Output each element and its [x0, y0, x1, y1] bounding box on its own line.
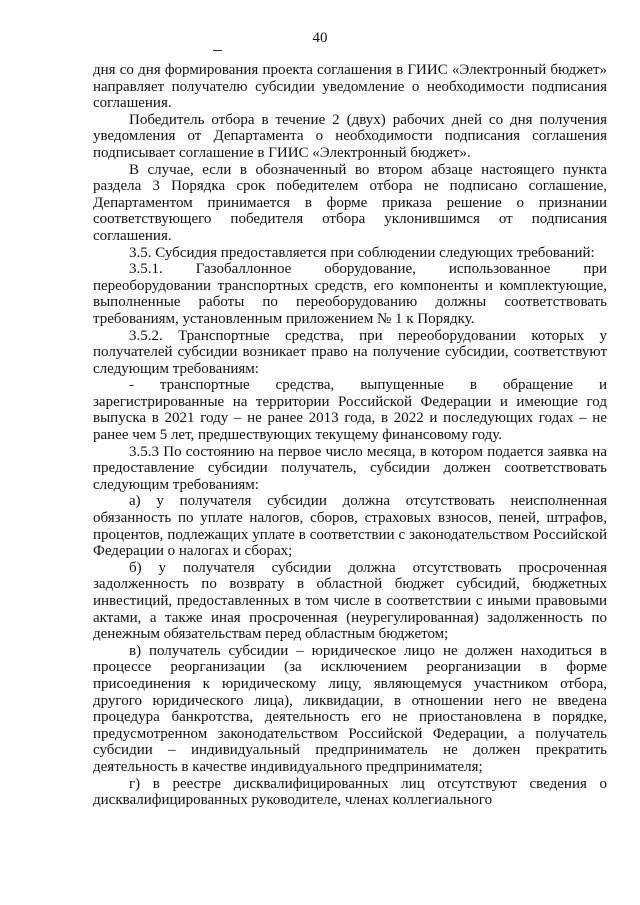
paragraph: б) у получателя субсидии должна отсутствовать просроченная задолженность по возврату в областной бюджет субсидий, бюджетных инвестиций, предоставленных в том числе в соответствии с иными правовыми актами, а также иная просроченная (неурегулированная) задолженность по денежным обязательствам перед областным бюджетом;	[93, 559, 607, 643]
header-dash	[213, 50, 222, 51]
paragraph: 3.5.1. Газобаллонное оборудование, использованное при переоборудовании транспортных средств, его компоненты и комплектующие, выполненные работы по переоборудованию должны соответствовать требованиям, установленным приложением № 1 к Порядку.	[93, 261, 607, 327]
paragraph: дня со дня формирования проекта соглашения в ГИИС «Электронный бюджет» направляет получателю субсидии уведомление о необходимости подписания соглашения.	[93, 62, 607, 112]
paragraph: г) в реестре дисквалифицированных лиц отсутствуют сведения о дисквалифицированных руководителе, членах коллегиального	[93, 775, 607, 809]
paragraph: 3.5.3 По состоянию на первое число месяца, в котором подается заявка на предоставление субсидии получатель, субсидии должен соответствовать следующим требованиям:	[93, 443, 607, 493]
page-number: 40	[312, 30, 328, 46]
paragraph: а) у получателя субсидии должна отсутствовать неисполненная обязанность по уплате налогов, сборов, страховых взносов, пеней, штрафов, процентов, подлежащих уплате в соответствии с законодательством Российской Федерации о налогах и сборах;	[93, 493, 607, 560]
paragraph: в) получатель субсидии – юридическое лицо не должен находиться в процессе реорганизации (за исключением реорганизации в форме присоединения к юридическому лицу, являющемуся участником отбора, другого юридического лица), ликвидации, в отношении него не введена процедура банкротства, деятельность его не приостановлена в порядке, предусмотренном законодательством Российской Федерации, а получатель субсидии – индивидуальный предприниматель не должен прекратить деятельность в качестве индивидуального предпринимателя;	[93, 642, 607, 775]
paragraph: 3.5.2. Транспортные средства, при переоборудовании которых у получателей субсидии возникает право на получение субсидии, соответствуют следующим требованиям:	[93, 327, 607, 377]
paragraph: - транспортные средства, выпущенные в обращение и зарегистрированные на территории Российской Федерации и имеющие год выпуска в 2021 году – не ранее 2013 года, в 2022 и последующих годах – не ранее чем 5 лет, предшествующих текущему финансовому году.	[93, 377, 607, 444]
document-body	[93, 62, 607, 809]
paragraph: 3.5. Субсидия предоставляется при соблюдении следующих требований:	[129, 244, 595, 261]
paragraph: В случае, если в обозначенный во втором абзаце настоящего пункта раздела 3 Порядка срок победителем отбора не подписано соглашение, Департаментом принимается в форме приказа решение о признании соответствующего победителя отбора уклонившимся от подписания соглашения.	[93, 161, 607, 244]
paragraph: Победитель отбора в течение 2 (двух) рабочих дней со дня получения уведомления от Департамента о необходимости подписания соглашения подписывает соглашение в ГИИС «Электронный бюджет».	[93, 111, 607, 161]
